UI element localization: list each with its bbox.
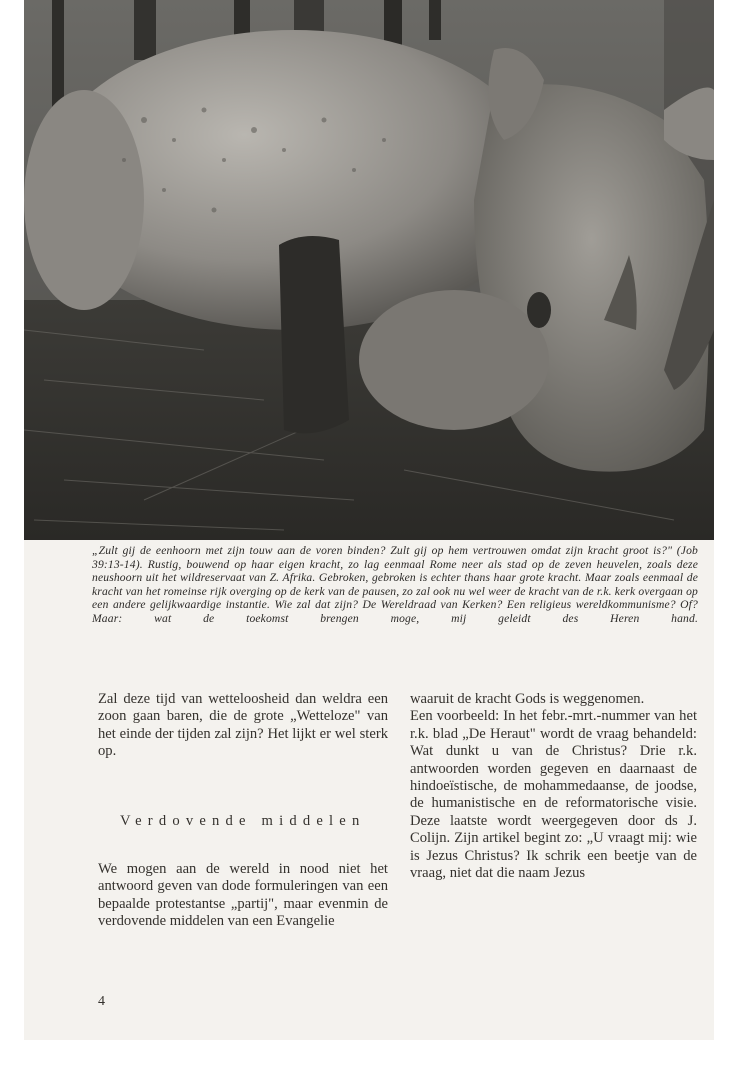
left-column	[98, 691, 388, 931]
right-paragraph-2: Een voorbeeld: In het febr.-mrt.-nummer van het r.k. blad „De Heraut" wordt de vraag behandeld: Wat dunkt u van de Christus? Drie r.k. antwoorden worden gegeven en daarnaast de hindoeïstische, de mohammedaanse, de joodse, de humanistische en de reformatorische visie. Deze laatste wordt weergegeven door ds J. Colijn. Zijn artikel begint zo: „U vraagt mij: wie is Jezus Christus? Ik schrik een beetje van de vraag, niet dat die naam Jezus	[410, 708, 697, 882]
right-column	[410, 691, 697, 882]
photo-caption: „Zult gij de eenhoorn met zijn touw aan de voren binden? Zult gij op hem vertrouwen omdat zijn kracht groot is?" (Job 39:13-14). Rustig, bouwend op haar eigen kracht, zo lag eenmaal Rome neer als stad op de zeven heuvelen, zoals deze neushoorn uit het wildreservaat van Z. Afrika. Gebroken, gebroken is echter thans haar grote kracht. Maar zoals eenmaal de kracht van het romeinse rijk overging op de kerk van de pausen, zo zal ook nu wel weer de kracht van de r.k. kerk overgaan op een andere gelijkwaardige instantie. Wie zal dat zijn? De Wereldraad van Kerken? Een religieus wereldkommunisme? Of? Maar: wat de toekomst brengen moge, mij geleidt des Heren hand.	[92, 544, 698, 625]
section-heading: Verdovende middelen	[120, 812, 366, 829]
left-paragraph-1: Zal deze tijd van wetteloosheid dan weldra een zoon gaan baren, die de grote „Wetteloze" van het einde der tijden zal zijn? Het lijkt er wel sterk op.	[98, 691, 388, 760]
right-paragraph-1: waaruit de kracht Gods is weggenomen.	[410, 691, 645, 707]
left-paragraph-2: We mogen aan de wereld in nood niet het antwoord geven van dode formuleringen van een bepaalde protestantse „partij", maar evenmin de verdovende middelen van een Evangelie	[98, 861, 388, 930]
rhino-photo	[24, 0, 714, 540]
page-number: 4	[98, 994, 105, 1009]
